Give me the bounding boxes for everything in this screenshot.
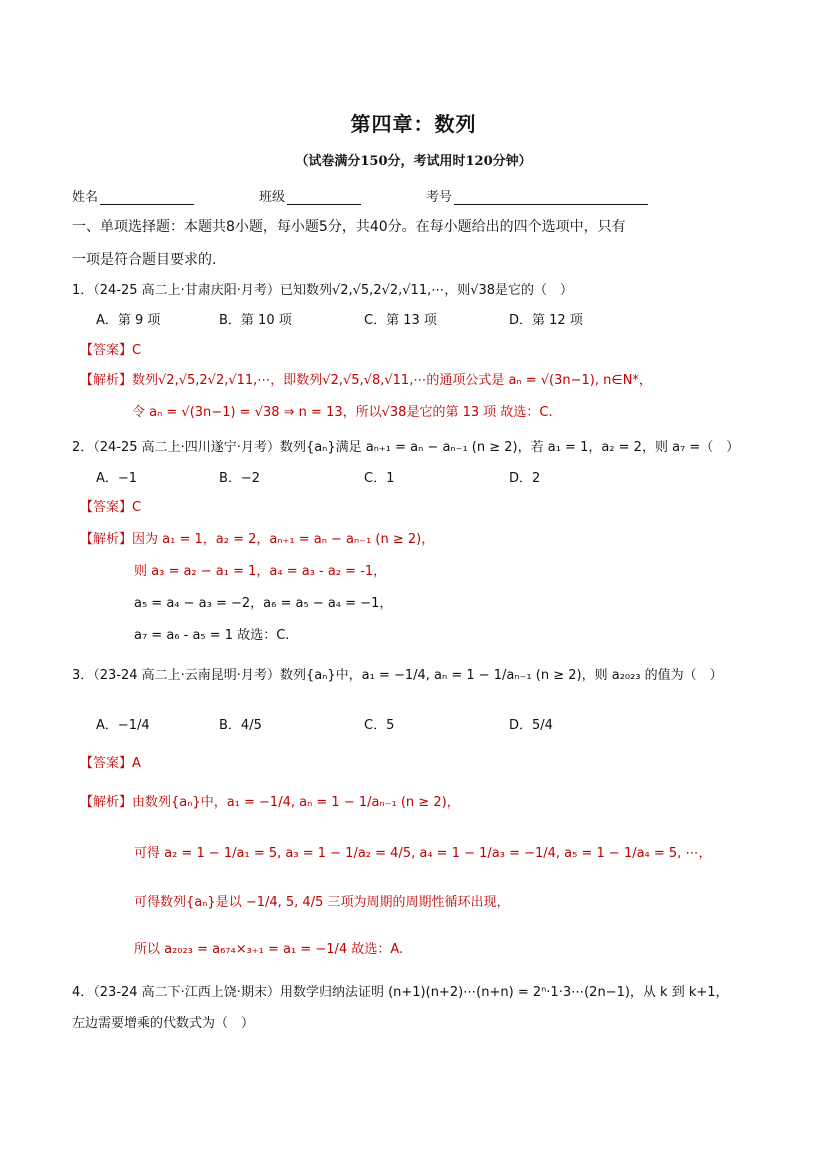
q1-option-b: B．第 10 项 [219, 313, 292, 328]
q3-analysis-line2: 可得 a₂ = 1 − 1/a₁ = 5, a₃ = 1 − 1/a₂ = 4/5, a₄ = 1 − 1/a₃ = −1/4, a₅ = 1 − 1/a₄ = 5, ⋯， [134, 846, 712, 861]
q1-option-a: A．第 9 项 [96, 313, 161, 328]
analysis-text: 因为 a₁ = 1，a₂ = 2，aₙ₊₁ = aₙ − aₙ₋₁ (n ≥ 2)， [132, 532, 435, 547]
analysis-label: 【解析】 [80, 532, 133, 547]
class-field [259, 186, 361, 205]
q1-analysis-line2: 令 aₙ = √(3n−1) = √38 ⇒ n = 13，所以√38是它的第 13 项 故选：C. [132, 405, 553, 420]
q1-answer [80, 339, 141, 358]
q3-analysis-line3: 可得数列{aₙ}是以 −1/4, 5, 4/5 三项为周期的周期性循环出现， [134, 895, 510, 910]
q2-analysis-line1 [80, 528, 434, 547]
exam-subtitle: （试卷满分150分，考试用时120分钟） [295, 154, 532, 169]
section-instructions-line2: 一项是符合题目要求的. [72, 252, 217, 268]
q2-analysis-line2: 则 a₃ = a₂ − a₁ = 1，a₄ = a₃ - a₂ = -1， [134, 564, 387, 579]
question-2-stem: 2．（24-25 高二上·四川遂宁·月考）数列{aₙ}满足 aₙ₊₁ = aₙ − aₙ₋₁ (n ≥ 2)，若 a₁ = 1，a₂ = 2，则 a₇ =（ ） [72, 440, 740, 455]
name-label: 姓名 [72, 190, 99, 205]
analysis-label: 【解析】 [80, 373, 133, 388]
question-1-stem: 1．（24-25 高二上·甘肃庆阳·月考）已知数列√2,√5,2√2,√11,⋯，则√38是它的（ ） [72, 283, 574, 298]
q3-option-a: A．−1/4 [96, 718, 150, 733]
question-4-stem-line1: 4．（23-24 高二下·江西上饶·期末）用数学归纳法证明 (n+1)(n+2)⋯(n+n) = 2ⁿ·1·3⋯(2n−1)，从 k 到 k+1， [72, 985, 729, 1000]
q3-option-b: B．4/5 [219, 718, 262, 733]
page-title: 第四章：数列 [350, 112, 477, 136]
q1-option-c: C．第 13 项 [364, 313, 437, 328]
id-field [426, 186, 648, 205]
q3-answer [80, 752, 141, 771]
q2-answer [80, 496, 141, 515]
q2-option-a: A．−1 [96, 471, 138, 486]
q3-option-d: D．5/4 [509, 718, 553, 733]
analysis-text: 由数列{aₙ}中，a₁ = −1/4, aₙ = 1 − 1/aₙ₋₁ (n ≥ 2)， [132, 795, 460, 810]
answer-value: C [132, 500, 142, 515]
question-4-stem-line2: 左边需要增乘的代数式为（ ） [72, 1016, 255, 1031]
analysis-label: 【解析】 [80, 795, 133, 810]
answer-label: 【答案】 [80, 343, 133, 358]
q2-analysis-line4: a₇ = a₆ - a₅ = 1 故选：C. [134, 628, 290, 643]
q1-analysis-line1 [80, 369, 652, 388]
id-label: 考号 [426, 190, 453, 205]
section-instructions-line1: 一、单项选择题：本题共8小题，每小题5分，共40分。在每小题给出的四个选项中，只有 [72, 219, 626, 235]
answer-value: C [132, 343, 142, 358]
q3-option-c: C．5 [364, 718, 395, 733]
question-3-stem: 3．（23-24 高二上·云南昆明·月考）数列{aₙ}中，a₁ = −1/4, aₙ = 1 − 1/aₙ₋₁ (n ≥ 2)，则 a₂₀₂₃ 的值为（ ） [72, 668, 723, 683]
answer-label: 【答案】 [80, 500, 133, 515]
q3-analysis-line4: 所以 a₂₀₂₃ = a₆₇₄×₃₊₁ = a₁ = −1/4 故选：A. [134, 942, 404, 957]
q2-option-b: B．−2 [219, 471, 261, 486]
class-label: 班级 [259, 190, 286, 205]
answer-label: 【答案】 [80, 756, 133, 771]
analysis-text: 数列√2,√5,2√2,√11,⋯，即数列√2,√5,√8,√11,⋯的通项公式是 aₙ = √(3n−1), n∈N*， [132, 373, 652, 388]
name-field [72, 186, 194, 205]
answer-value: A [132, 756, 141, 771]
q2-option-d: D．2 [509, 471, 541, 486]
q2-option-c: C．1 [364, 471, 395, 486]
q3-analysis-line1 [80, 791, 460, 810]
q2-analysis-line3: a₅ = a₄ − a₃ = −2，a₆ = a₅ − a₄ = −1， [134, 596, 393, 611]
q1-option-d: D．第 12 项 [509, 313, 583, 328]
